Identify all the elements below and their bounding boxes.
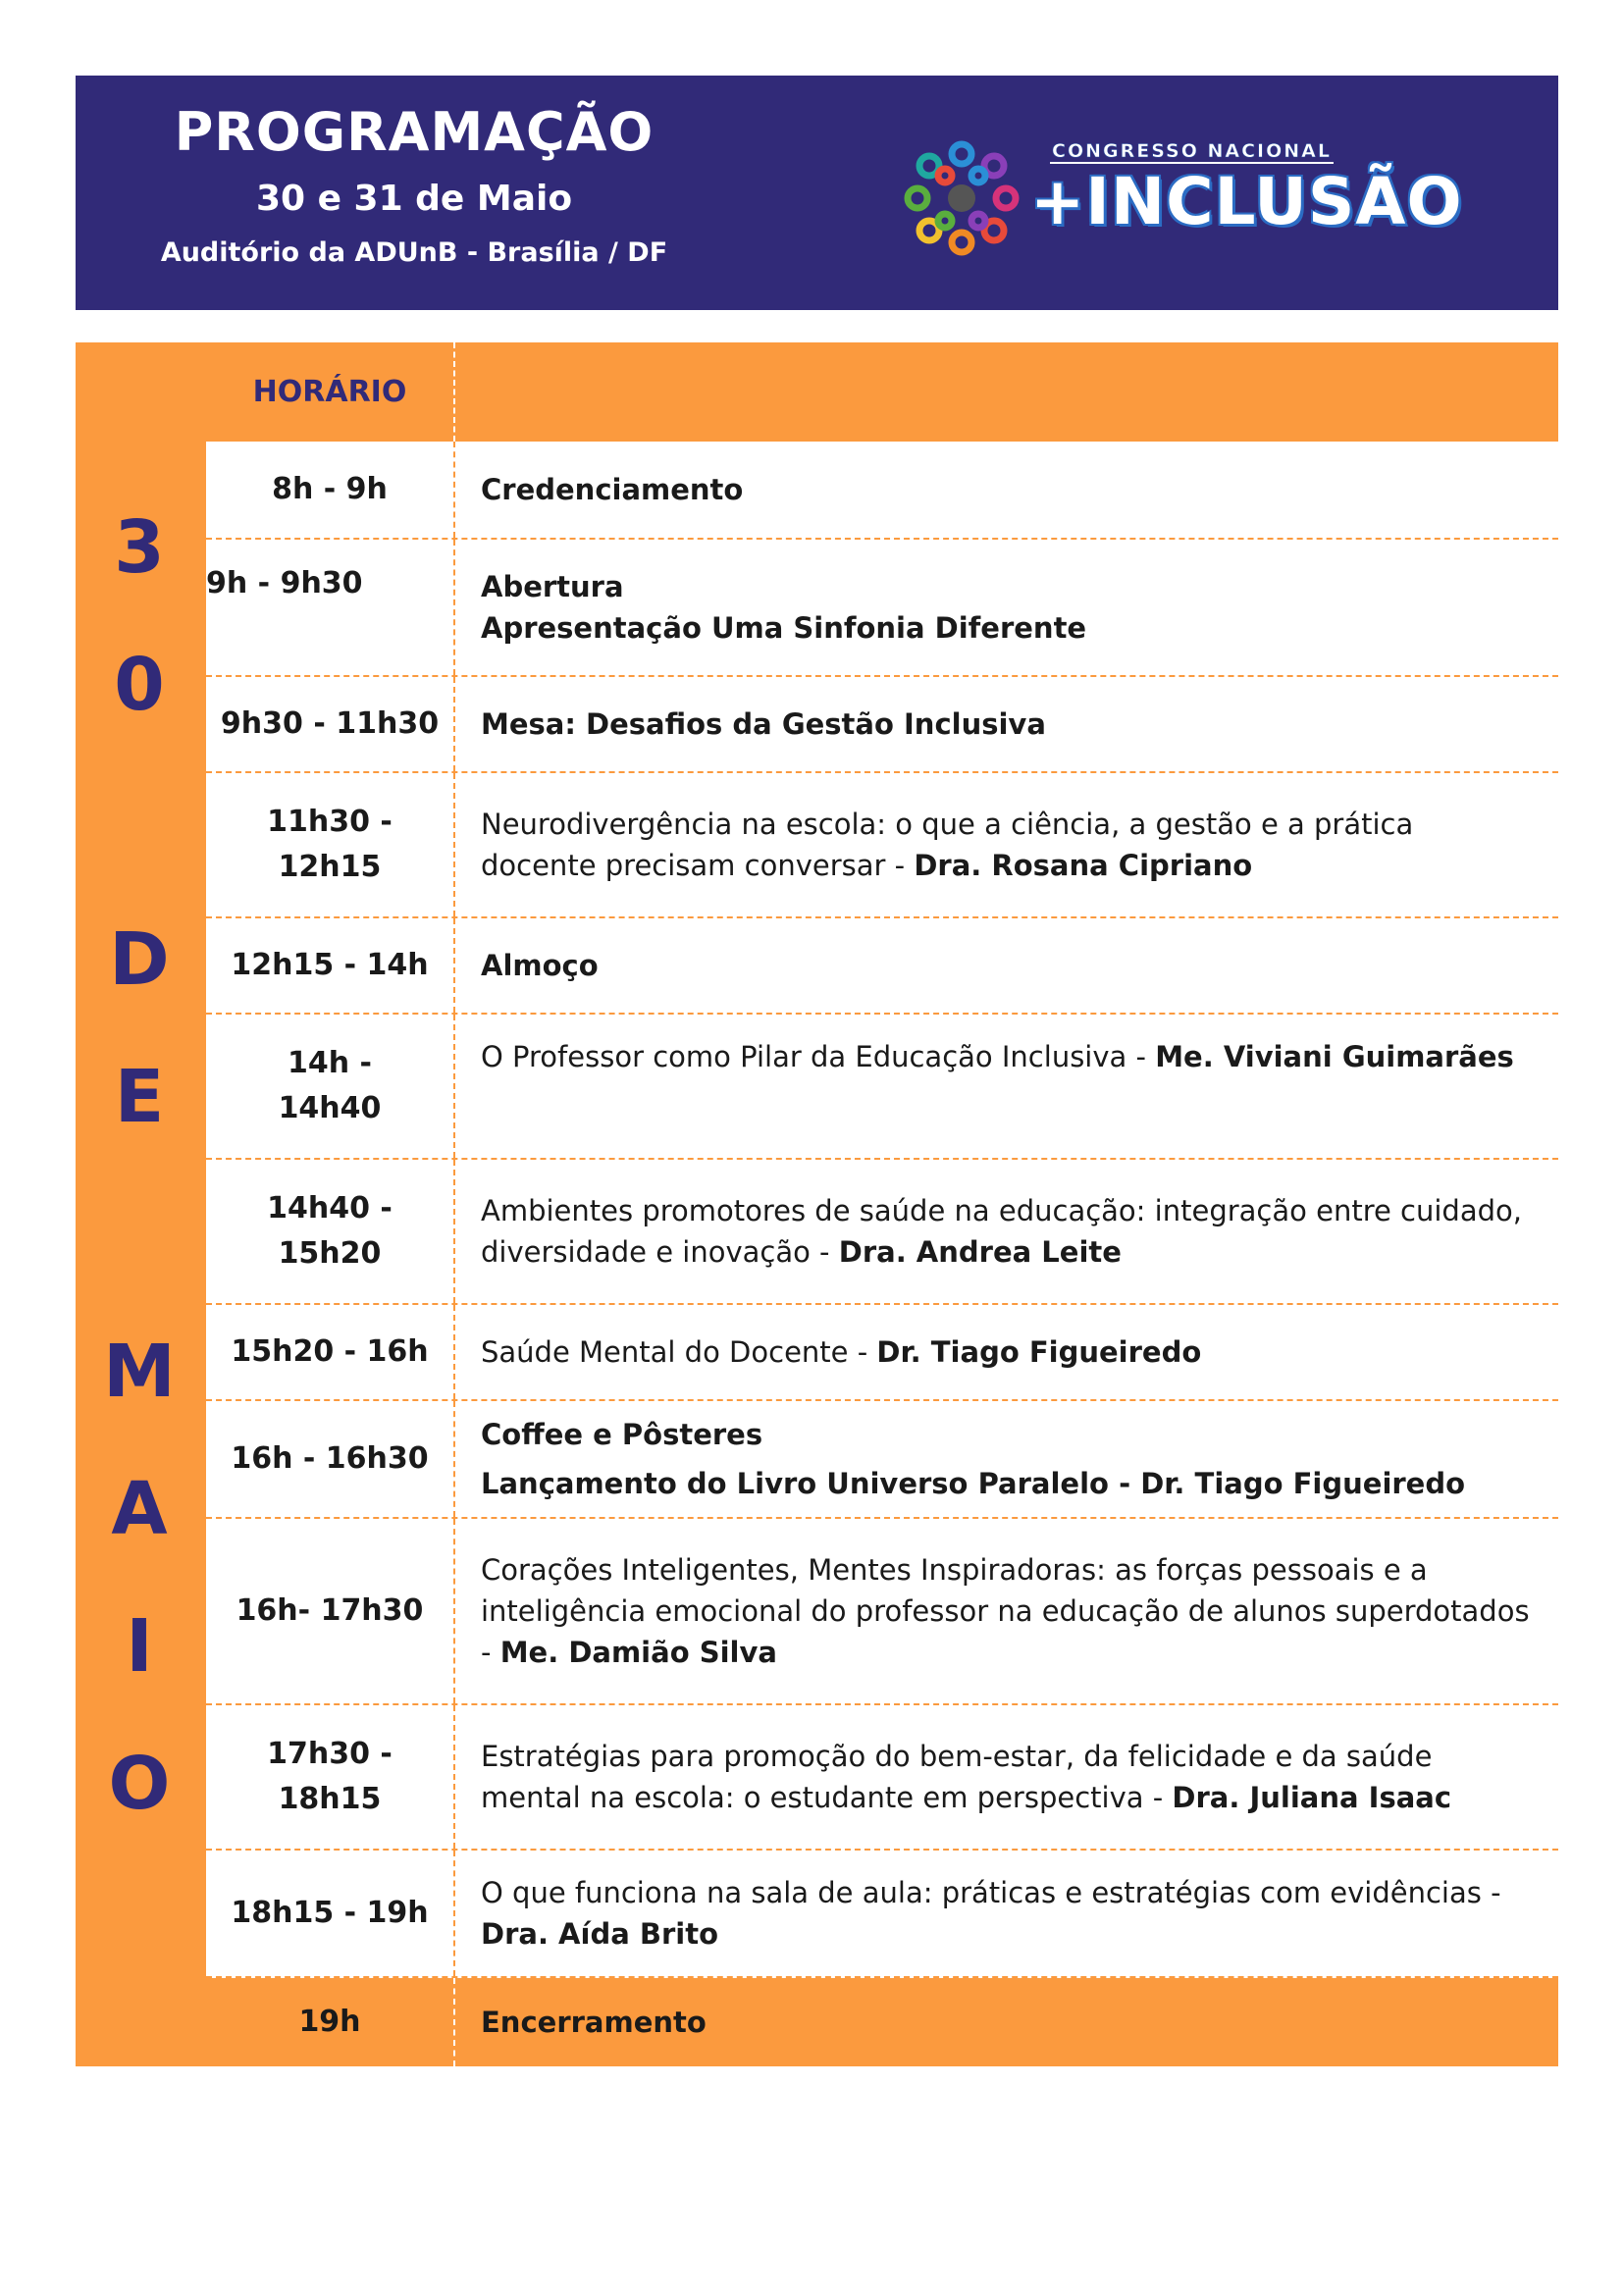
table-row <box>206 1519 1558 1705</box>
table-row-closing <box>206 1978 1558 2066</box>
logo-subtitle: CONGRESSO NACIONAL <box>1052 140 1332 162</box>
table-row <box>206 540 1558 677</box>
day-letter: O <box>108 1742 171 1826</box>
table-row <box>206 1305 1558 1401</box>
row-time: 8h - 9h <box>206 442 455 538</box>
table-row <box>206 1401 1558 1519</box>
row-description: O que funciona na sala de aula: práticas e estratégias com evidências - Dra. Aída Brito <box>481 1876 1501 1951</box>
header-banner <box>76 76 1558 310</box>
row-description: Credenciamento <box>481 473 744 506</box>
row-time: 18h15 - 19h <box>206 1851 455 1976</box>
table-row <box>206 677 1558 773</box>
day-letter: M <box>103 1330 176 1414</box>
row-description: Coffee e Pôsteres Lançamento do Livro Universo Paralelo - Dr. Tiago Figueiredo <box>481 1418 1466 1500</box>
row-time: 14h40 - 15h20 <box>206 1160 455 1303</box>
day-letter: 0 <box>114 643 165 727</box>
table-row <box>206 442 1558 540</box>
row-description: Saúde Mental do Docente - Dr. Tiago Figueiredo <box>481 1335 1202 1369</box>
row-description: Encerramento <box>481 2006 707 2039</box>
event-dates: 30 e 31 de Maio <box>255 179 573 219</box>
row-time: 16h- 17h30 <box>206 1519 455 1703</box>
row-time: 16h - 16h30 <box>206 1401 455 1517</box>
row-time: 9h - 9h30 <box>206 540 455 675</box>
people-circle-icon <box>888 125 1035 272</box>
page-title: PROGRAMAÇÃO <box>174 101 655 163</box>
day-letter: E <box>114 1055 165 1139</box>
row-time: 14h - 14h40 <box>206 1015 455 1158</box>
row-description: Almoço <box>481 949 599 982</box>
day-letter: D <box>109 917 170 1002</box>
row-description: Corações Inteligentes, Mentes Inspiradoras: as forças pessoais e a inteligência emocional do professor na educação de alunos superdotados - Me. Damião Silva <box>481 1553 1530 1669</box>
row-time: 11h30 - 12h15 <box>206 773 455 916</box>
row-time: 12h15 - 14h <box>206 918 455 1013</box>
table-row <box>206 1705 1558 1851</box>
table-row <box>206 918 1558 1015</box>
day-letter: A <box>111 1467 168 1551</box>
table-row <box>206 1851 1558 1978</box>
row-description: Ambientes promotores de saúde na educação: integração entre cuidado, diversidade e inovação - Dra. Andrea Leite <box>481 1194 1522 1269</box>
table-header-row <box>206 342 1558 442</box>
table-row <box>206 1160 1558 1305</box>
row-description: Estratégias para promoção do bem-estar, da felicidade e da saúde mental na escola: o estudante em perspectiva - Dra. Juliana Isaac <box>481 1740 1452 1814</box>
table-row <box>206 1015 1558 1160</box>
row-time: 17h30 - 18h15 <box>206 1705 455 1849</box>
row-time: 19h <box>206 1978 455 2066</box>
row-time: 15h20 - 16h <box>206 1305 455 1399</box>
row-description: O Professor como Pilar da Educação Inclusiva - Me. Viviani Guimarães <box>481 1040 1514 1073</box>
row-description: Mesa: Desafios da Gestão Inclusiva <box>481 707 1046 741</box>
row-description: Abertura Apresentação Uma Sinfonia Diferente <box>481 570 1087 645</box>
table-row <box>206 773 1558 918</box>
day-letter: 3 <box>114 505 165 590</box>
day-letter: I <box>126 1604 153 1689</box>
congress-logo <box>888 125 1463 272</box>
logo-brand: +INCLUSÃO <box>1030 164 1463 239</box>
event-venue: Auditório da ADUnB - Brasília / DF <box>160 237 668 268</box>
header-time-label: HORÁRIO <box>206 342 455 442</box>
row-description: Neurodivergência na escola: o que a ciência, a gestão e a prática docente precisam conversar - Dra. Rosana Cipriano <box>481 808 1414 882</box>
row-time: 9h30 - 11h30 <box>206 677 455 771</box>
